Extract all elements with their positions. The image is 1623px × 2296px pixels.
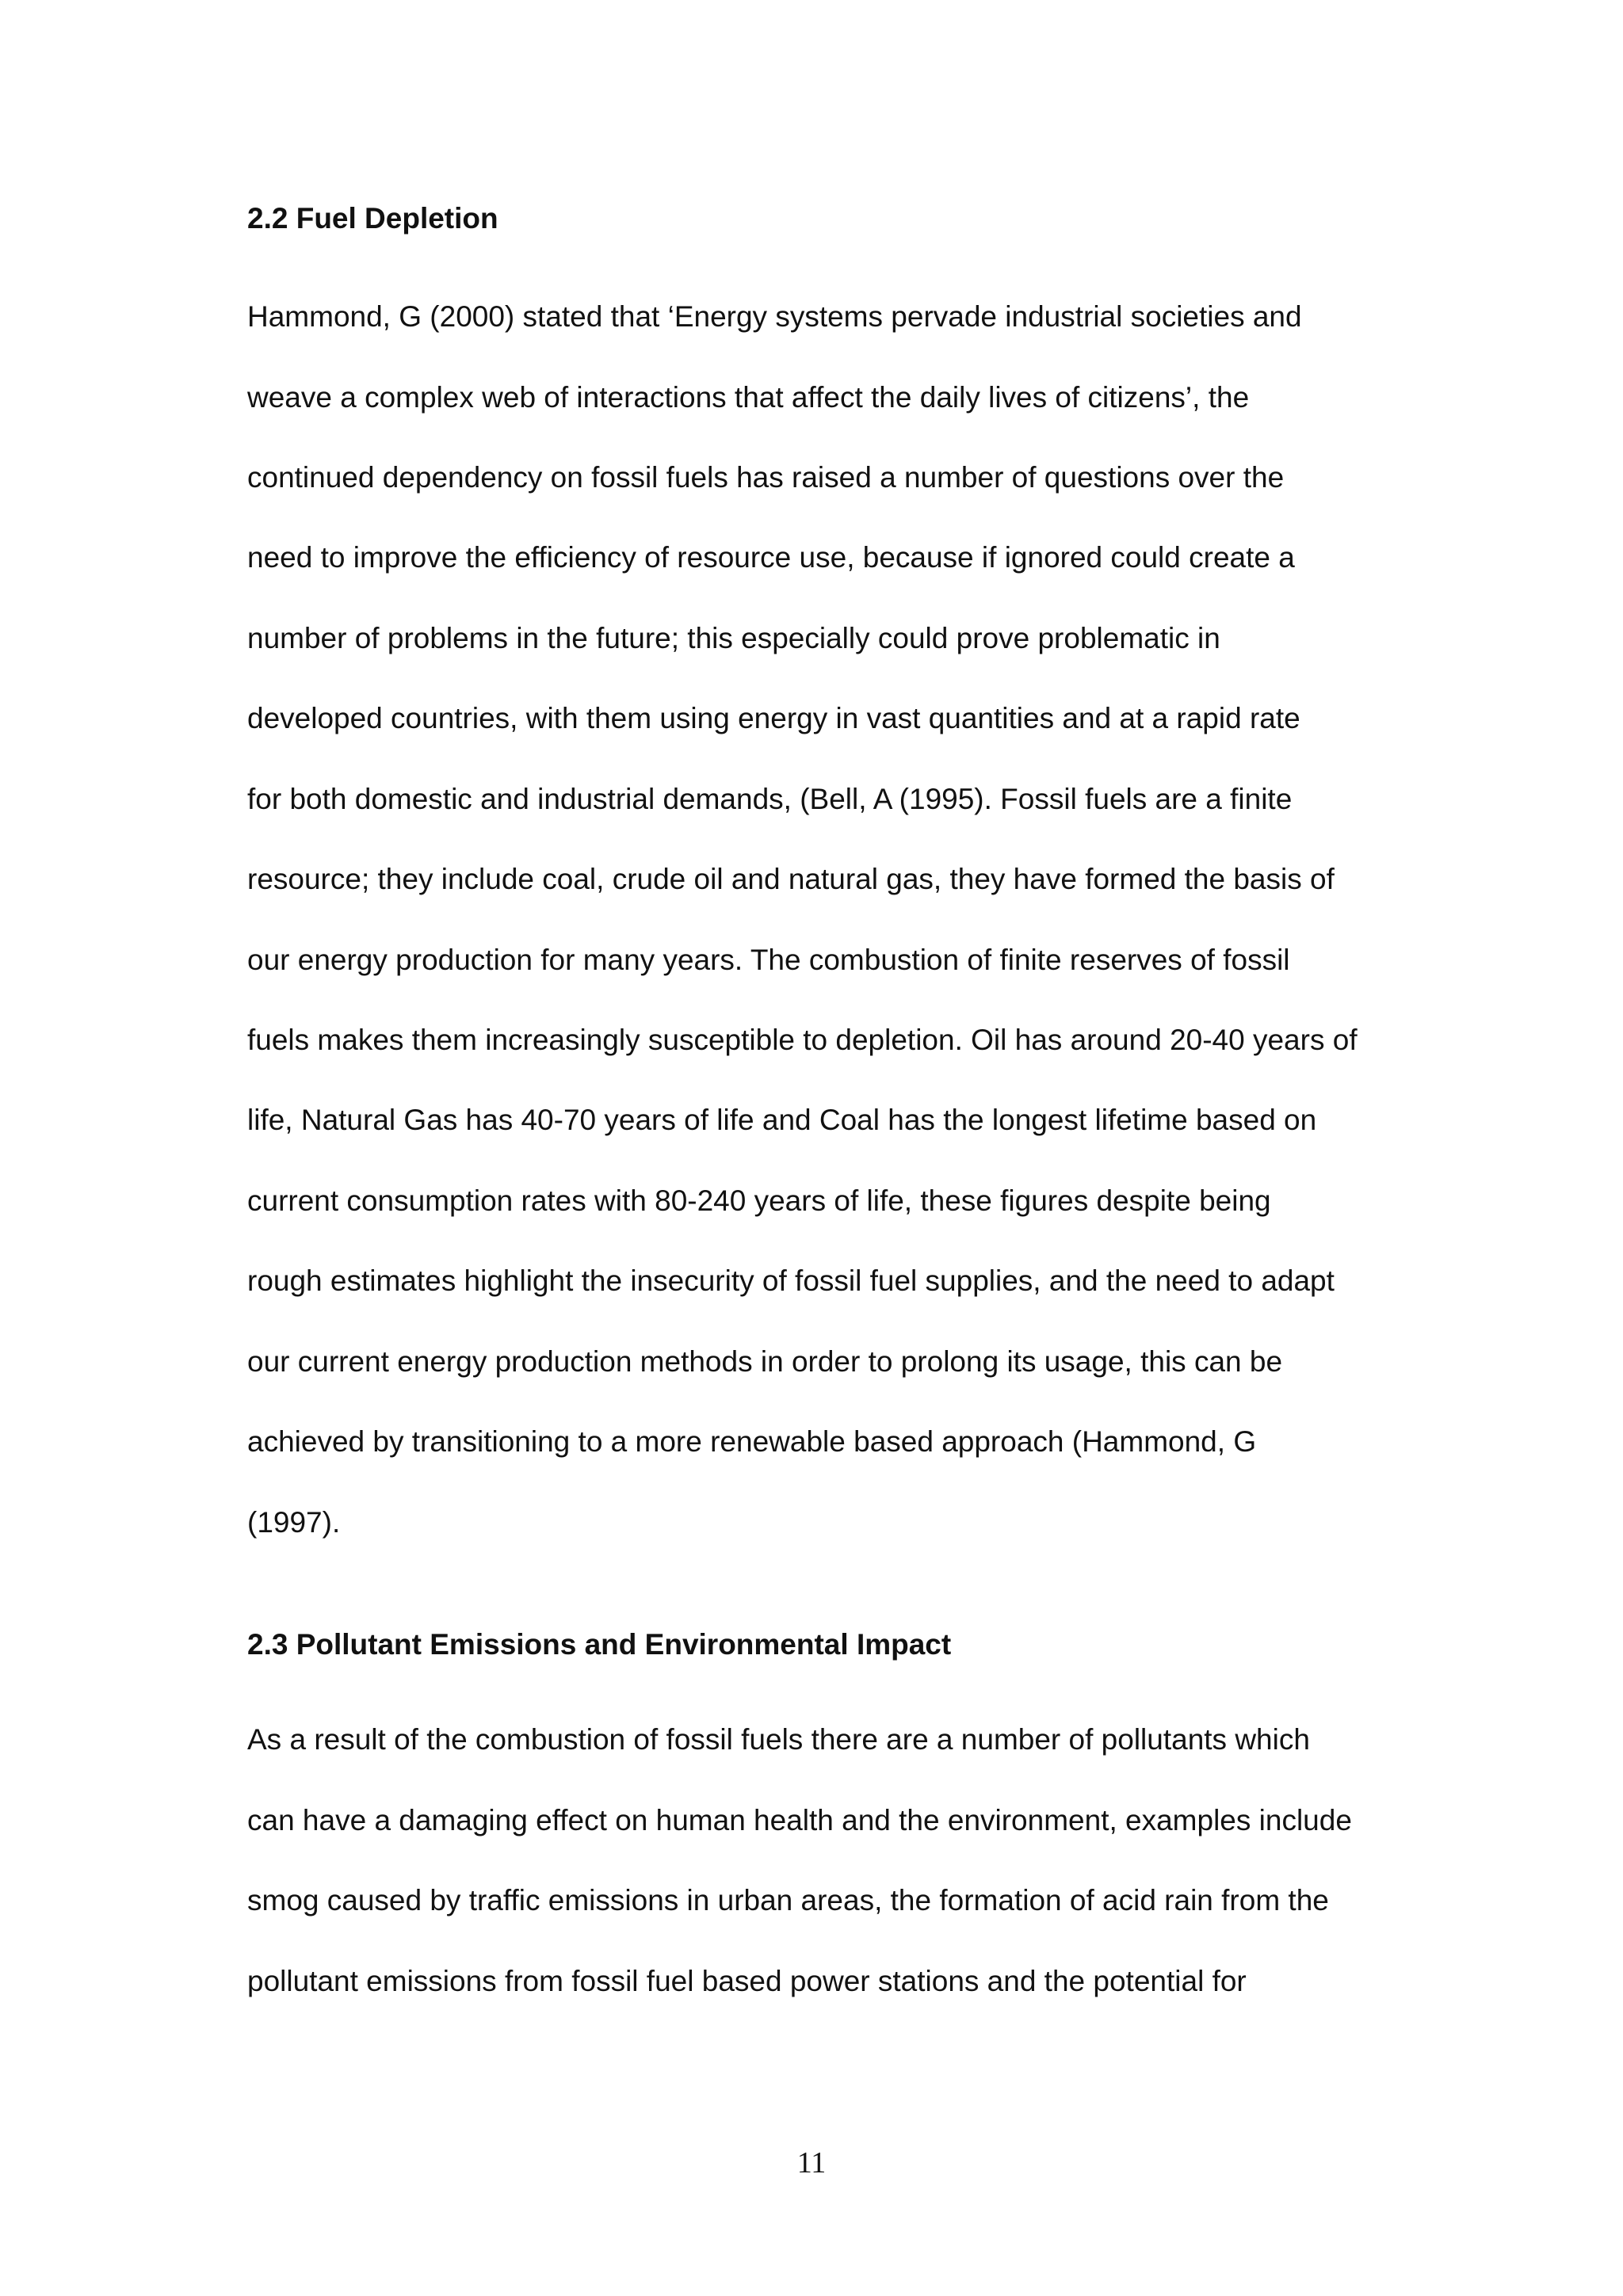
paragraph-line: resource; they include coal, crude oil and natural gas, they have formed the basis of	[247, 863, 1335, 895]
paragraph-line: life, Natural Gas has 40-70 years of life and Coal has the longest lifetime based on	[247, 1104, 1317, 1136]
paragraph-line: pollutant emissions from fossil fuel based power stations and the potential for	[247, 1965, 1247, 1997]
paragraph-line: Hammond, G (2000) stated that ‘Energy systems pervade industrial societies and	[247, 300, 1302, 333]
paragraph-line: for both domestic and industrial demands, (Bell, A (1995). Fossil fuels are a finite	[247, 783, 1293, 815]
paragraph-line: fuels makes them increasingly susceptible to depletion. Oil has around 20-40 years of	[247, 1024, 1358, 1056]
section-heading-pollutant-emissions: 2.3 Pollutant Emissions and Environmental Impact	[247, 1628, 952, 1661]
paragraph-line: weave a complex web of interactions that affect the daily lives of citizens’, the	[247, 381, 1250, 414]
paragraph-line: (1997).	[247, 1506, 341, 1539]
paragraph-line: number of problems in the future; this especially could prove problematic in	[247, 622, 1220, 654]
paragraph-line: current consumption rates with 80-240 years of life, these figures despite being	[247, 1184, 1271, 1217]
paragraph-line: achieved by transitioning to a more renewable based approach (Hammond, G	[247, 1425, 1257, 1458]
paragraph-line: rough estimates highlight the insecurity of fossil fuel supplies, and the need to adapt	[247, 1264, 1335, 1297]
paragraph-line: our energy production for many years. The combustion of finite reserves of fossil	[247, 944, 1290, 976]
paragraph-line: As a result of the combustion of fossil fuels there are a number of pollutants which	[247, 1723, 1310, 1756]
paragraph-line: continued dependency on fossil fuels has raised a number of questions over the	[247, 461, 1285, 494]
paragraph-line: need to improve the efficiency of resource use, because if ignored could create a	[247, 541, 1295, 574]
section-heading-fuel-depletion: 2.2 Fuel Depletion	[247, 202, 498, 235]
paragraph-line: smog caused by traffic emissions in urban areas, the formation of acid rain from the	[247, 1884, 1329, 1917]
paragraph-line: our current energy production methods in order to prolong its usage, this can be	[247, 1345, 1283, 1378]
paragraph-line: developed countries, with them using energy in vast quantities and at a rapid rate	[247, 702, 1300, 734]
page-number: 11	[796, 2146, 827, 2180]
paragraph-line: can have a damaging effect on human health and the environment, examples include	[247, 1804, 1352, 1836]
